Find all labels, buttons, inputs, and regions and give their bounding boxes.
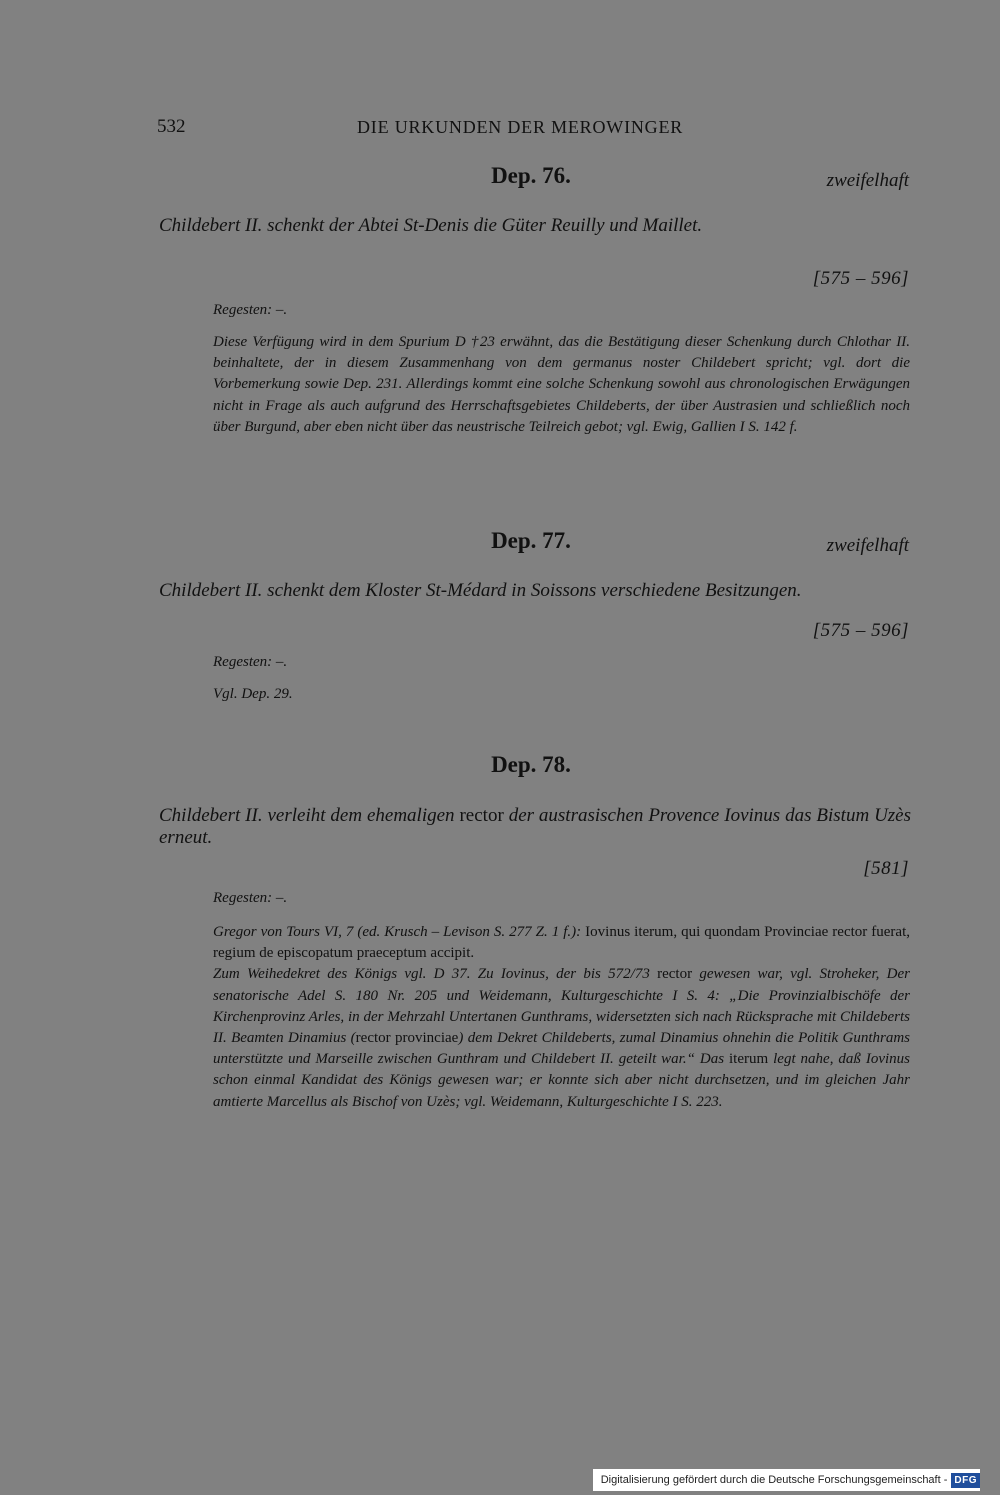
entry-summary: [159, 805, 911, 849]
entry-regesten: Regesten: –.: [213, 890, 288, 906]
entry-date: [581]: [863, 858, 909, 879]
note-term: iterum: [729, 1051, 769, 1068]
running-title: DIE URKUNDEN DER MEROWINGER: [357, 117, 684, 137]
note-source: [213, 922, 910, 964]
summary-term: rector: [459, 805, 504, 826]
note-part: gewesen war, vgl. Stroheker, Der senatorische Adel S. 180 Nr. 205 und Weidemann, Kulturgeschichte I S. 4: „Die Provinzialbischöfe der Kirchenprovinz Arles, in der Mehrzahl Untertanen Gunthrams, widersetzten sich nach Rücksprache mit Childeberts II. Beamten Dinamius (: [213, 966, 910, 1047]
footer-text: Digitalisierung gefördert durch die Deutsche Forschungsgemeinschaft -: [600, 1474, 948, 1486]
entry-status: zweifelhaft: [826, 170, 909, 191]
entry-note: Diese Verfügung wird in dem Spurium D †23 erwähnt, das die Bestätigung dieser Schenkung durch Chlothar II. beinhaltete, der in diesem Zusammenhang von dem germanus noster Childebert spricht; vgl. dort die Vorbemerkung sowie Dep. 231. Allerdings kommt eine solche Schenkung sowohl aus chronologischen Erwägungen nicht in Frage als auch aufgrund des Herrschaftsgebietes Childeberts, der über Austrasien und schließlich noch über Burgund, aber eben nicht über das neustrische Teilreich gebot; vgl. Ewig, Gallien I S. 142 f.: [213, 334, 910, 435]
entry-note: [213, 922, 910, 1113]
note-citation: Gregor von Tours VI, 7 (ed. Krusch – Levison S. 277 Z. 1 f.):: [213, 924, 582, 940]
note-quote: Iovinus iterum, qui quondam Provinciae rector fuerat, regium de episcopatum praeceptum accipit.: [213, 924, 910, 962]
entry-title: Dep. 77.: [491, 528, 571, 553]
funding-footer: [593, 1469, 980, 1491]
summary-part: Childebert II. verleiht dem ehemaligen: [159, 805, 455, 826]
note-part: legt nahe, daß Iovinus schon einmal Kandidat des Königs gewesen war; er konnte sich aber nicht durchsetzen, und im gleichen Jahr amtierte Marcellus als Bischof von Uzès; vgl. Weidemann, Kulturgeschichte I S. 223.: [213, 1051, 911, 1110]
note-term: rector: [657, 966, 693, 983]
entry-title: Dep. 76.: [491, 163, 571, 188]
note-part: ) dem Dekret Childeberts, zumal Dinamius ohnehin die Politik Gunthrams unterstützte und Marseille zwischen Gunthram und Childebert II. geteilt war.“ Das: [213, 1030, 910, 1068]
entry-summary: Childebert II. schenkt der Abtei St-Denis die Güter Reuilly und Maillet.: [159, 215, 703, 236]
entry-status: zweifelhaft: [826, 535, 909, 556]
entry-regesten: Regesten: –.: [213, 302, 288, 318]
entry-date: [575 – 596]: [812, 268, 909, 289]
entry-regesten: Regesten: –.: [213, 654, 288, 670]
page-number: 532: [157, 116, 186, 137]
summary-part: der austrasischen Provence Iovinus das Bistum Uzès erneut.: [159, 805, 912, 848]
entry-date: [575 – 596]: [812, 620, 909, 641]
note-part: Zum Weihedekret des Königs vgl. D 37. Zu Iovinus, der bis 572/73: [213, 966, 650, 983]
entry-title: Dep. 78.: [491, 752, 571, 777]
dfg-logo: DFG: [951, 1473, 980, 1488]
entry-note: Vgl. Dep. 29.: [213, 686, 293, 702]
note-term: rector provinciae: [355, 1030, 459, 1047]
entry-summary: Childebert II. schenkt dem Kloster St-Médard in Soissons verschiedene Besitzungen.: [159, 580, 802, 601]
note-commentary: [213, 964, 910, 1112]
